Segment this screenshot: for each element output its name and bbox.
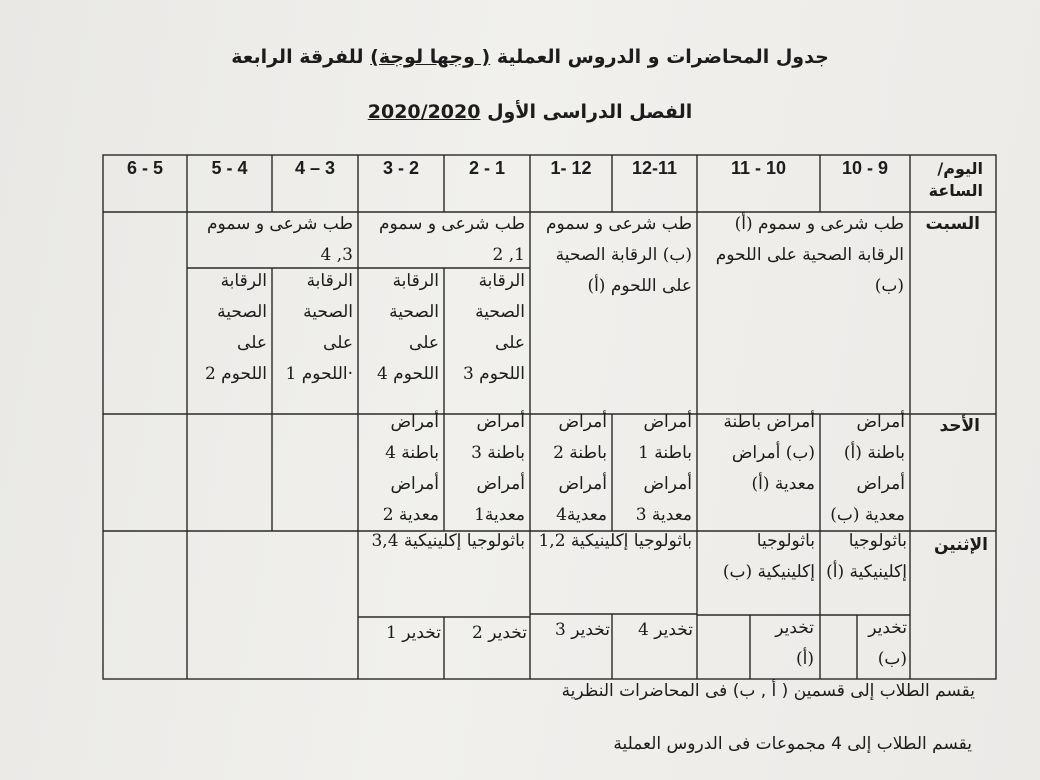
sat-practical-2: الرقابة الصحية على اللحوم 4 bbox=[376, 271, 439, 384]
mon-anesthesia-1: تخدير 1 bbox=[386, 623, 441, 643]
sat-practical-3: الرقابة الصحية على ·اللحوم 1 bbox=[285, 271, 353, 384]
corner-hour-label: الساعة bbox=[928, 181, 983, 200]
mon-anesthesia-2: تخدير 2 bbox=[472, 623, 527, 643]
sat-practical-1: الرقابة الصحية على اللحوم 3 bbox=[462, 271, 525, 384]
sun-cell-4: أمراض باطنة 2 أمراض معدية4 bbox=[553, 412, 607, 525]
sun-cell-6: أمراض باطنة 4 أمراض معدية 2 bbox=[382, 412, 439, 525]
mon-anesthesia-a: تخدير (أ) bbox=[775, 618, 814, 669]
title-part-1: جدول المحاضرات و الدروس العملية bbox=[490, 46, 829, 68]
sat-practical-4: الرقابة الصحية على اللحوم 2 bbox=[204, 271, 267, 384]
sat-cell-slot-3-5: طب شرعى و سموم 3, 4 bbox=[207, 214, 353, 265]
semester-label: الفصل الدراسى الأول bbox=[480, 101, 693, 123]
slot-header-4: 1- 12 bbox=[550, 158, 592, 178]
slot-header-3: 12-11 bbox=[631, 158, 678, 178]
slot-header-1: 10 - 9 bbox=[841, 158, 889, 178]
mon-cell-1: باثولوجيا إكلينيكية (أ) bbox=[826, 531, 907, 582]
mon-anesthesia-b: تخدير (ب) bbox=[868, 618, 907, 669]
mon-anesthesia-4: تخدير 4 bbox=[638, 620, 693, 640]
semester-year: 2020/2020 bbox=[367, 101, 481, 123]
sun-cell-5: أمراض باطنة 3 أمراض معدية1 bbox=[471, 412, 525, 525]
slot-header-9: 6 - 5 bbox=[126, 158, 164, 178]
sat-cell-slot-11-1: طب شرعى و سموم (ب) الرقابة الصحية على اللحوم (أ) bbox=[546, 214, 692, 296]
note-theory-groups: يقسم الطلاب إلى قسمين ( أ , ب) فى المحاضرات النظرية bbox=[561, 681, 975, 701]
sun-cell-1: أمراض باطنة (أ) أمراض معدية (ب) bbox=[830, 412, 905, 525]
note-practical-groups: يقسم الطلاب إلى 4 مجموعات فى الدروس العملية bbox=[613, 734, 972, 754]
day-sunday: الأحد bbox=[939, 416, 980, 436]
slot-header-8: 5 - 4 bbox=[211, 158, 248, 178]
slot-header-2: 11 - 10 bbox=[730, 158, 787, 178]
day-saturday: السبت bbox=[925, 214, 980, 234]
day-monday: الإثنين bbox=[933, 535, 988, 555]
slot-header-5: 2 - 1 bbox=[468, 158, 506, 178]
slot-header-6: 3 - 2 bbox=[382, 158, 420, 178]
sat-cell-slot-9-11: طب شرعى و سموم (أ) الرقابة الصحية على اللحوم (ب) bbox=[715, 214, 904, 296]
mon-cell-2: باثولوجيا إكلينيكية (ب) bbox=[722, 531, 815, 582]
corner-day-label: اليوم/ bbox=[937, 159, 983, 178]
mon-anesthesia-3: تخدير 3 bbox=[555, 620, 610, 640]
corner-header bbox=[929, 158, 983, 202]
sun-cell-2: أمراض باطنة (ب) أمراض معدية (أ) bbox=[723, 412, 815, 494]
title-underlined: ( وجها لوجة) bbox=[370, 46, 491, 68]
title-part-2: للفرقة الرابعة bbox=[231, 46, 371, 68]
sun-cell-3: أمراض باطنة 1 أمراض معدية 3 bbox=[635, 412, 692, 525]
sat-cell-slot-1-3: طب شرعى و سموم 1, 2 bbox=[379, 214, 525, 265]
mon-cell-4: باثولوجيا إكلينيكية 3,4 bbox=[371, 531, 525, 551]
mon-cell-3: باثولوجيا إكلينيكية 1,2 bbox=[538, 531, 692, 551]
slot-header-7: 4 – 3 bbox=[294, 158, 336, 178]
